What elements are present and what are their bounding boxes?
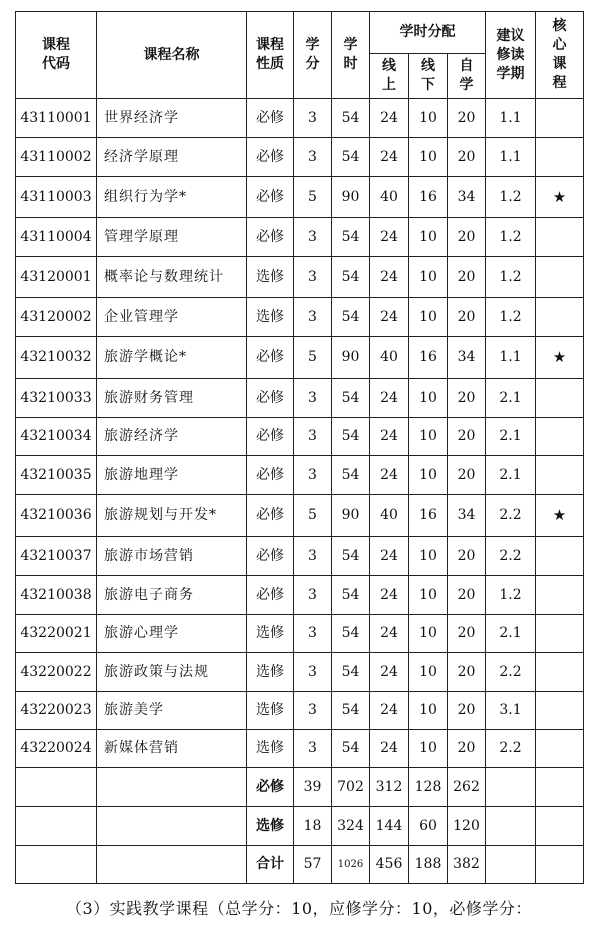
course-code: 43220022 [16, 653, 97, 692]
table-row [16, 537, 584, 576]
course-code: 43210033 [16, 379, 97, 418]
course-self: 34 [448, 337, 486, 379]
course-self: 34 [448, 495, 486, 537]
course-term: 2.1 [486, 418, 536, 456]
header-nature: 课程性质 [247, 12, 294, 99]
table-row [16, 138, 584, 177]
course-term: 1.1 [486, 138, 536, 177]
course-term: 2.2 [486, 730, 536, 768]
course-online: 24 [370, 257, 409, 298]
course-self: 20 [448, 456, 486, 495]
course-credit: 3 [294, 692, 332, 730]
course-offline: 10 [409, 418, 448, 456]
course-online: 24 [370, 692, 409, 730]
core-mark: ★ [536, 177, 584, 218]
course-name: 管理学原理 [97, 218, 247, 257]
course-online: 24 [370, 379, 409, 418]
core-mark [536, 653, 584, 692]
course-nature: 选修 [247, 692, 294, 730]
core-mark [536, 576, 584, 615]
course-hours: 54 [332, 653, 370, 692]
core-mark [536, 138, 584, 177]
course-self: 20 [448, 615, 486, 653]
summary-online: 312 [370, 768, 409, 807]
course-online: 24 [370, 218, 409, 257]
table-row [16, 298, 584, 337]
course-credit: 3 [294, 298, 332, 337]
course-nature: 必修 [247, 218, 294, 257]
course-online: 24 [370, 298, 409, 337]
course-hours: 54 [332, 99, 370, 138]
course-nature: 必修 [247, 537, 294, 576]
course-self: 34 [448, 177, 486, 218]
course-term: 2.1 [486, 379, 536, 418]
course-hours: 54 [332, 218, 370, 257]
empty-cell [486, 807, 536, 846]
summary-offline: 128 [409, 768, 448, 807]
course-nature: 必修 [247, 337, 294, 379]
header-code: 课程代码 [16, 12, 97, 99]
course-term: 1.1 [486, 337, 536, 379]
course-hours: 54 [332, 138, 370, 177]
course-nature: 必修 [247, 456, 294, 495]
course-code: 43210034 [16, 418, 97, 456]
course-offline: 10 [409, 615, 448, 653]
course-code: 43120001 [16, 257, 97, 298]
summary-credit: 57 [294, 846, 332, 884]
course-online: 24 [370, 99, 409, 138]
core-mark [536, 730, 584, 768]
header-self: 自学 [448, 54, 486, 99]
course-code: 43210035 [16, 456, 97, 495]
table-row [16, 456, 584, 495]
course-credit: 3 [294, 653, 332, 692]
table-row [16, 730, 584, 768]
course-online: 24 [370, 138, 409, 177]
course-self: 20 [448, 537, 486, 576]
header-credit: 学分 [294, 12, 332, 99]
table-row [16, 379, 584, 418]
course-nature: 必修 [247, 138, 294, 177]
core-mark [536, 456, 584, 495]
course-code: 43110002 [16, 138, 97, 177]
course-offline: 10 [409, 537, 448, 576]
header-name: 课程名称 [97, 12, 247, 99]
course-credit: 3 [294, 257, 332, 298]
course-code: 43110004 [16, 218, 97, 257]
course-code: 43120002 [16, 298, 97, 337]
course-hours: 54 [332, 298, 370, 337]
core-mark [536, 218, 584, 257]
empty-cell [97, 807, 247, 846]
core-mark [536, 379, 584, 418]
course-name: 经济学原理 [97, 138, 247, 177]
core-mark: ★ [536, 337, 584, 379]
core-mark [536, 99, 584, 138]
course-name: 概率论与数理统计 [97, 257, 247, 298]
course-hours: 54 [332, 615, 370, 653]
course-offline: 16 [409, 495, 448, 537]
course-hours: 54 [332, 730, 370, 768]
course-online: 24 [370, 576, 409, 615]
course-hours: 54 [332, 379, 370, 418]
course-nature: 必修 [247, 177, 294, 218]
course-name: 旅游电子商务 [97, 576, 247, 615]
course-term: 1.1 [486, 99, 536, 138]
table-row [16, 692, 584, 730]
course-term: 2.2 [486, 653, 536, 692]
course-offline: 10 [409, 138, 448, 177]
course-hours: 54 [332, 257, 370, 298]
course-term: 1.2 [486, 257, 536, 298]
course-term: 1.2 [486, 576, 536, 615]
table-row [16, 653, 584, 692]
course-credit: 3 [294, 615, 332, 653]
course-online: 24 [370, 615, 409, 653]
course-hours: 90 [332, 177, 370, 218]
course-credit: 3 [294, 418, 332, 456]
table-row [16, 257, 584, 298]
course-term: 1.2 [486, 218, 536, 257]
course-hours: 54 [332, 537, 370, 576]
course-self: 20 [448, 257, 486, 298]
table-row [16, 418, 584, 456]
course-offline: 16 [409, 337, 448, 379]
course-nature: 选修 [247, 257, 294, 298]
course-self: 20 [448, 298, 486, 337]
course-name: 世界经济学 [97, 99, 247, 138]
empty-cell [16, 846, 97, 884]
core-mark: ★ [536, 495, 584, 537]
summary-hours: 1026 [332, 846, 370, 884]
table-row [16, 576, 584, 615]
course-name: 旅游学概论* [97, 337, 247, 379]
course-code: 43210038 [16, 576, 97, 615]
summary-label: 合计 [247, 846, 294, 884]
course-offline: 10 [409, 730, 448, 768]
empty-cell [16, 768, 97, 807]
course-offline: 10 [409, 99, 448, 138]
empty-cell [16, 807, 97, 846]
course-nature: 必修 [247, 576, 294, 615]
course-code: 43210032 [16, 337, 97, 379]
course-credit: 5 [294, 177, 332, 218]
empty-cell [536, 768, 584, 807]
course-hours: 90 [332, 337, 370, 379]
course-nature: 选修 [247, 653, 294, 692]
core-mark [536, 537, 584, 576]
course-credit: 3 [294, 537, 332, 576]
summary-label: 必修 [247, 768, 294, 807]
header-core: 核心课程 [536, 12, 584, 99]
empty-cell [536, 846, 584, 884]
course-name: 旅游地理学 [97, 456, 247, 495]
summary-row [16, 768, 584, 807]
course-nature: 必修 [247, 418, 294, 456]
course-credit: 3 [294, 218, 332, 257]
course-self: 20 [448, 692, 486, 730]
course-name: 旅游美学 [97, 692, 247, 730]
header-distribution: 学时分配 [370, 12, 486, 54]
course-offline: 10 [409, 653, 448, 692]
course-self: 20 [448, 730, 486, 768]
summary-credit: 18 [294, 807, 332, 846]
summary-self: 262 [448, 768, 486, 807]
summary-row [16, 807, 584, 846]
summary-online: 456 [370, 846, 409, 884]
course-credit: 3 [294, 138, 332, 177]
course-name: 旅游规划与开发* [97, 495, 247, 537]
header-hours: 学时 [332, 12, 370, 99]
course-online: 40 [370, 177, 409, 218]
course-term: 2.1 [486, 615, 536, 653]
course-credit: 3 [294, 730, 332, 768]
course-credit: 3 [294, 99, 332, 138]
course-code: 43220021 [16, 615, 97, 653]
empty-cell [536, 807, 584, 846]
course-offline: 10 [409, 298, 448, 337]
summary-hours: 324 [332, 807, 370, 846]
course-nature: 必修 [247, 379, 294, 418]
course-name: 新媒体营销 [97, 730, 247, 768]
course-code: 43110003 [16, 177, 97, 218]
course-self: 20 [448, 379, 486, 418]
table-row [16, 337, 584, 379]
empty-cell [486, 846, 536, 884]
course-code: 43220024 [16, 730, 97, 768]
summary-label: 选修 [247, 807, 294, 846]
table-row [16, 177, 584, 218]
course-name: 旅游市场营销 [97, 537, 247, 576]
course-hours: 54 [332, 576, 370, 615]
course-name: 旅游心理学 [97, 615, 247, 653]
course-hours: 54 [332, 692, 370, 730]
course-code: 43220023 [16, 692, 97, 730]
course-online: 24 [370, 418, 409, 456]
core-mark [536, 418, 584, 456]
course-self: 20 [448, 576, 486, 615]
course-name: 旅游经济学 [97, 418, 247, 456]
summary-offline: 188 [409, 846, 448, 884]
header-term: 建议修读学期 [486, 12, 536, 99]
course-table [15, 11, 584, 884]
course-online: 40 [370, 337, 409, 379]
course-nature: 选修 [247, 730, 294, 768]
table-row [16, 218, 584, 257]
course-nature: 必修 [247, 99, 294, 138]
header-offline: 线下 [409, 54, 448, 99]
summary-credit: 39 [294, 768, 332, 807]
course-code: 43210036 [16, 495, 97, 537]
course-hours: 54 [332, 456, 370, 495]
course-offline: 10 [409, 218, 448, 257]
course-name: 组织行为学* [97, 177, 247, 218]
summary-self: 382 [448, 846, 486, 884]
course-name: 旅游财务管理 [97, 379, 247, 418]
course-self: 20 [448, 418, 486, 456]
course-nature: 选修 [247, 298, 294, 337]
course-credit: 3 [294, 379, 332, 418]
core-mark [536, 257, 584, 298]
course-offline: 10 [409, 576, 448, 615]
summary-row [16, 846, 584, 884]
empty-cell [486, 768, 536, 807]
summary-offline: 60 [409, 807, 448, 846]
course-self: 20 [448, 99, 486, 138]
course-offline: 10 [409, 379, 448, 418]
section-footer-text: （3）实践教学课程（总学分：10，应修学分：10，必修学分： [66, 899, 532, 918]
course-code: 43110001 [16, 99, 97, 138]
summary-self: 120 [448, 807, 486, 846]
course-nature: 必修 [247, 495, 294, 537]
course-term: 2.2 [486, 495, 536, 537]
course-code: 43210037 [16, 537, 97, 576]
course-online: 24 [370, 653, 409, 692]
course-credit: 5 [294, 337, 332, 379]
course-term: 1.2 [486, 298, 536, 337]
header-online: 线上 [370, 54, 409, 99]
course-offline: 10 [409, 456, 448, 495]
course-self: 20 [448, 138, 486, 177]
course-term: 2.2 [486, 537, 536, 576]
table-row [16, 99, 584, 138]
course-offline: 10 [409, 692, 448, 730]
course-self: 20 [448, 653, 486, 692]
summary-online: 144 [370, 807, 409, 846]
core-mark [536, 692, 584, 730]
table-row [16, 615, 584, 653]
course-credit: 3 [294, 456, 332, 495]
core-mark [536, 298, 584, 337]
course-term: 1.2 [486, 177, 536, 218]
course-name: 旅游政策与法规 [97, 653, 247, 692]
course-offline: 16 [409, 177, 448, 218]
summary-hours: 702 [332, 768, 370, 807]
course-online: 40 [370, 495, 409, 537]
course-credit: 5 [294, 495, 332, 537]
course-term: 3.1 [486, 692, 536, 730]
course-offline: 10 [409, 257, 448, 298]
table-row [16, 495, 584, 537]
empty-cell [97, 768, 247, 807]
course-online: 24 [370, 537, 409, 576]
empty-cell [97, 846, 247, 884]
course-hours: 90 [332, 495, 370, 537]
course-term: 2.1 [486, 456, 536, 495]
course-online: 24 [370, 730, 409, 768]
course-name: 企业管理学 [97, 298, 247, 337]
course-nature: 选修 [247, 615, 294, 653]
course-hours: 54 [332, 418, 370, 456]
core-mark [536, 615, 584, 653]
course-self: 20 [448, 218, 486, 257]
course-credit: 3 [294, 576, 332, 615]
course-online: 24 [370, 456, 409, 495]
